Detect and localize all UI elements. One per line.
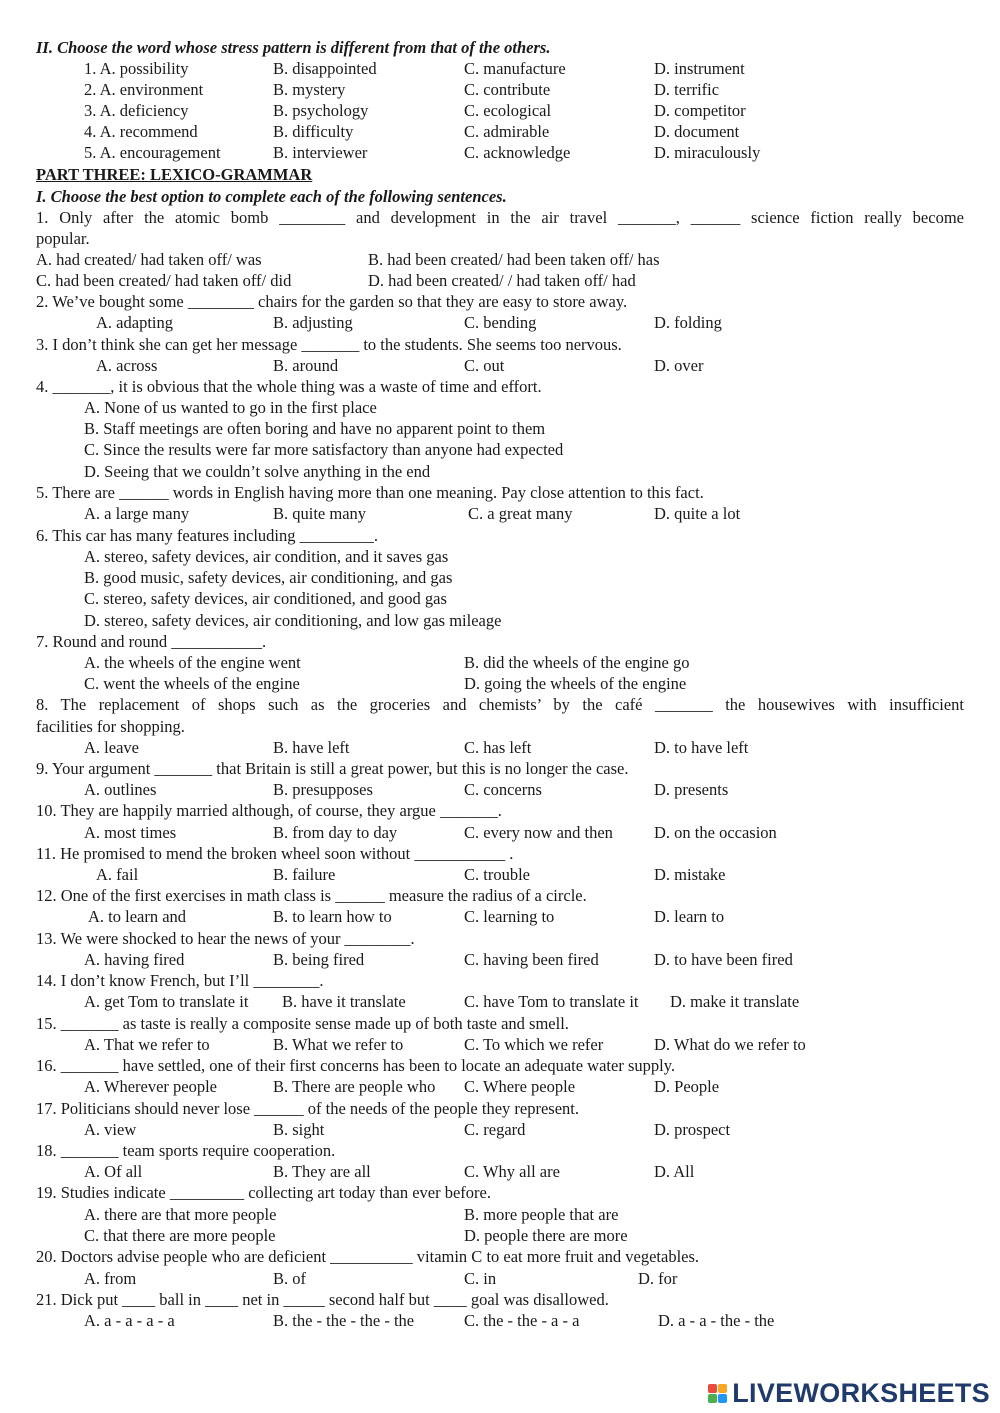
option-b[interactable]: B. There are people who (273, 1077, 436, 1096)
question-12-options (36, 906, 964, 927)
stress-item-row (36, 79, 964, 100)
stress-option-d[interactable]: D. terrific (654, 80, 720, 100)
stress-option-b[interactable]: B. psychology (273, 101, 369, 121)
question-17-text: 17. Politicians should never lose ______ of the needs of the people they represent. (36, 1099, 579, 1118)
question-6-option-a (36, 546, 964, 567)
option-a[interactable]: A. adapting (96, 313, 173, 332)
option-b[interactable]: B. more people that are (464, 1205, 619, 1224)
question-3-options (36, 355, 964, 376)
option-d[interactable]: D. mistake (654, 865, 726, 884)
question-9-options (36, 779, 964, 800)
part-three-title: PART THREE: LEXICO-GRAMMAR (36, 165, 313, 184)
question-21-text: 21. Dick put ____ ball in ____ net in _____ second half but ____ goal was disallowed. (36, 1290, 609, 1309)
option-b[interactable]: B. the - the - the - the (273, 1311, 415, 1330)
stress-option-a[interactable]: 1. A. possibility (84, 59, 189, 78)
option-d[interactable]: D. prospect (654, 1120, 731, 1139)
option-a[interactable]: A. outlines (84, 780, 157, 799)
question-18-text: 18. _______ team sports require cooperation. (36, 1141, 336, 1160)
option-c[interactable]: C. stereo, safety devices, air conditioned, and good gas (84, 589, 447, 609)
option-d[interactable]: D. a - a - the - the (658, 1311, 775, 1330)
option-a[interactable]: A. a large many (84, 504, 190, 523)
stress-option-c[interactable]: C. admirable (464, 122, 550, 142)
option-c[interactable]: C. had been created/ had taken off/ did (36, 271, 292, 290)
option-c[interactable]: C. went the wheels of the engine (84, 674, 300, 694)
option-c[interactable]: C. has left (464, 738, 532, 757)
question-7-options-row2 (36, 673, 964, 694)
option-b[interactable]: B. around (273, 356, 339, 375)
option-d[interactable]: D. to have left (654, 738, 749, 757)
liveworksheets-logo (708, 1377, 990, 1409)
question-1-text: 1. Only after the atomic bomb ________ and development in the air travel _______, ______ science fiction really become (36, 208, 964, 227)
question-1-options-row2 (36, 270, 964, 291)
question-7-text: 7. Round and round ___________. (36, 632, 267, 651)
option-d[interactable]: D. learn to (654, 907, 725, 926)
stress-option-d[interactable]: D. instrument (654, 59, 745, 78)
stress-option-a[interactable]: 5. A. encouragement (84, 143, 221, 163)
question-10-options (36, 822, 964, 843)
stress-option-c[interactable]: C. acknowledge (464, 143, 571, 163)
option-d[interactable]: D. What do we refer to (654, 1035, 806, 1054)
option-c[interactable]: C. Why all are (464, 1162, 560, 1181)
question-10-text: 10. They are happily married although, of course, they argue _______. (36, 801, 502, 820)
option-d[interactable]: D. over (654, 356, 704, 375)
question-12-text: 12. One of the first exercises in math class is ______ measure the radius of a circle. (36, 886, 587, 905)
option-a[interactable]: A. stereo, safety devices, air condition, and it saves gas (84, 547, 449, 566)
question-8-options (36, 737, 964, 758)
question-1-options-row1 (36, 249, 964, 270)
option-c[interactable]: C. every now and then (464, 823, 613, 842)
option-b[interactable]: B. from day to day (273, 823, 398, 842)
option-a[interactable]: A. had created/ had taken off/ was (36, 250, 262, 269)
logo-square (708, 1394, 717, 1403)
option-d[interactable]: D. people there are more (464, 1226, 628, 1246)
option-c[interactable]: C. learning to (464, 907, 555, 926)
option-b[interactable]: B. failure (273, 865, 336, 884)
question-6-option-c (36, 588, 964, 609)
option-a[interactable]: A. to learn and (88, 907, 187, 926)
stress-option-c[interactable]: C. ecological (464, 101, 552, 121)
question-14-options (36, 991, 964, 1012)
question-15-options (36, 1034, 964, 1055)
option-c[interactable]: C. the - the - a - a (464, 1311, 580, 1330)
question-14-text: 14. I don’t know French, but I’ll ________. (36, 971, 324, 990)
option-d[interactable]: D. folding (654, 313, 722, 332)
option-c[interactable]: C. have Tom to translate it (464, 992, 639, 1011)
stress-item-row (36, 100, 964, 121)
question-18-options (36, 1161, 964, 1182)
option-d[interactable]: D. Seeing that we couldn’t solve anything in the end (84, 461, 431, 481)
question-4-text: 4. _______, it is obvious that the whole thing was a waste of time and effort. (36, 377, 542, 396)
logo-square (718, 1384, 727, 1393)
question-19-options-row2 (36, 1225, 964, 1246)
question-6-option-b (36, 567, 964, 588)
question-16-options (36, 1076, 964, 1097)
option-d[interactable]: D. make it translate (670, 992, 800, 1011)
option-b[interactable]: B. sight (273, 1120, 325, 1139)
question-6-text: 6. This car has many features including _________. (36, 526, 378, 545)
question-20-options (36, 1268, 964, 1289)
option-b[interactable]: B. have left (273, 738, 350, 757)
option-a[interactable]: A. view (84, 1120, 137, 1139)
question-6-option-d (36, 610, 964, 631)
stress-item-row (36, 142, 964, 163)
option-a[interactable]: A. get Tom to translate it (84, 992, 249, 1011)
stress-option-c[interactable]: C. manufacture (464, 59, 566, 78)
question-5-text: 5. There are ______ words in English having more than one meaning. Pay close attention to this fact. (36, 483, 704, 502)
option-b[interactable]: B. have it translate (282, 992, 406, 1011)
question-15-text: 15. _______ as taste is really a composite sense made up of both taste and smell. (36, 1014, 569, 1033)
stress-item-row (36, 58, 964, 79)
option-a[interactable]: A. fail (96, 865, 139, 884)
option-a[interactable]: A. That we refer to (84, 1035, 210, 1054)
logo-square (708, 1384, 717, 1393)
option-c[interactable]: C. a great many (468, 504, 573, 523)
option-a[interactable]: A. leave (84, 738, 139, 757)
option-d[interactable]: D. going the wheels of the engine (464, 674, 687, 694)
option-b[interactable]: B. Staff meetings are often boring and have no apparent point to them (84, 419, 546, 439)
stress-option-c[interactable]: C. contribute (464, 80, 551, 100)
question-4-option-c (36, 439, 964, 460)
part-three-instruction: I. Choose the best option to complete each of the following sentences. (36, 187, 507, 206)
option-a[interactable]: A. a - a - a - a (84, 1311, 175, 1330)
option-b[interactable]: B. quite many (273, 504, 367, 523)
logo-square (718, 1394, 727, 1403)
stress-item-row (36, 121, 964, 142)
option-b[interactable]: B. good music, safety devices, air conditioning, and gas (84, 568, 453, 588)
question-2-text: 2. We’ve bought some ________ chairs for the garden so that they are easy to store away. (36, 292, 628, 311)
option-d[interactable]: D. stereo, safety devices, air conditioning, and low gas mileage (84, 610, 502, 630)
option-c[interactable]: C. concerns (464, 780, 542, 799)
option-d[interactable]: D. to have been fired (654, 950, 793, 969)
question-5-options (36, 503, 964, 524)
question-1-text-cont: popular. (36, 229, 90, 248)
option-a[interactable]: A. most times (84, 823, 177, 842)
option-d[interactable]: D. People (654, 1077, 720, 1096)
option-b[interactable]: B. They are all (273, 1162, 371, 1181)
option-b[interactable]: B. did the wheels of the engine go (464, 653, 690, 672)
question-19-options-row1 (36, 1204, 964, 1225)
option-a[interactable]: A. Of all (84, 1162, 143, 1181)
question-16-text: 16. _______ have settled, one of their first concerns has been to locate an adequate water supply. (36, 1056, 676, 1075)
option-b[interactable]: B. had been created/ had been taken off/ has (368, 250, 660, 269)
question-11-options (36, 864, 964, 885)
question-11-text: 11. He promised to mend the broken wheel soon without ___________ . (36, 844, 514, 863)
option-c[interactable]: C. Where people (464, 1077, 576, 1096)
stress-option-b[interactable]: B. difficulty (273, 122, 354, 142)
stress-option-b[interactable]: B. interviewer (273, 143, 368, 163)
stress-option-b[interactable]: B. mystery (273, 80, 346, 100)
option-d[interactable]: D. for (638, 1269, 678, 1288)
option-b[interactable]: B. adjusting (273, 313, 353, 332)
option-a[interactable]: A. None of us wanted to go in the first place (84, 398, 377, 417)
option-b[interactable]: B. to learn how to (273, 907, 392, 926)
question-8-text: 8. The replacement of shops such as the groceries and chemists’ by the café _______ the housewives with insufficient (36, 695, 964, 714)
option-a[interactable]: A. the wheels of the engine went (84, 653, 301, 672)
option-c[interactable]: C. bending (464, 313, 537, 332)
stress-option-a[interactable]: 2. A. environment (84, 80, 204, 100)
option-d[interactable]: D. had been created/ / had taken off/ had (368, 271, 636, 290)
option-a[interactable]: A. there are that more people (84, 1205, 277, 1224)
stress-heading: II. Choose the word whose stress pattern is different from that of the others. (36, 38, 551, 57)
stress-option-d[interactable]: D. miraculously (654, 143, 761, 163)
logo-text: LIVEWORKSHEETS (732, 1377, 990, 1408)
option-b[interactable]: B. being fired (273, 950, 365, 969)
option-c[interactable]: C. trouble (464, 865, 530, 884)
option-a[interactable]: A. from (84, 1269, 137, 1288)
stress-option-d[interactable]: D. competitor (654, 101, 746, 121)
option-c[interactable]: C. To which we refer (464, 1035, 604, 1054)
question-19-text: 19. Studies indicate _________ collecting art today than ever before. (36, 1183, 491, 1202)
stress-option-b[interactable]: B. disappointed (273, 59, 377, 78)
option-d[interactable]: D. All (654, 1162, 695, 1181)
question-17-options (36, 1119, 964, 1140)
option-c[interactable]: C. regard (464, 1120, 526, 1139)
question-9-text: 9. Your argument _______ that Britain is still a great power, but this is no longer the case. (36, 759, 629, 778)
question-8-text-cont: facilities for shopping. (36, 717, 185, 736)
option-d[interactable]: D. on the occasion (654, 823, 777, 842)
option-d[interactable]: D. presents (654, 780, 729, 799)
question-13-text: 13. We were shocked to hear the news of your ________. (36, 929, 415, 948)
option-a[interactable]: A. across (96, 356, 158, 375)
logo-icon (708, 1384, 727, 1403)
question-13-options (36, 949, 964, 970)
option-c[interactable]: C. Since the results were far more satisfactory than anyone had expected (84, 440, 564, 460)
stress-option-a[interactable]: 4. A. recommend (84, 122, 198, 142)
question-20-text: 20. Doctors advise people who are deficient __________ vitamin C to eat more fruit and vegetables. (36, 1247, 700, 1266)
option-c[interactable]: C. having been fired (464, 950, 599, 969)
option-c[interactable]: C. that there are more people (84, 1226, 276, 1246)
option-b[interactable]: B. What we refer to (273, 1035, 404, 1054)
question-7-options-row1 (36, 652, 964, 673)
question-4-option-d (36, 461, 964, 482)
option-a[interactable]: A. Wherever people (84, 1077, 218, 1096)
question-21-options (36, 1310, 964, 1331)
option-b[interactable]: B. presupposes (273, 780, 373, 799)
option-a[interactable]: A. having fired (84, 950, 185, 969)
question-4-option-a (36, 397, 964, 418)
option-c[interactable]: C. in (464, 1269, 497, 1288)
question-4-option-b (36, 418, 964, 439)
question-2-options (36, 312, 964, 333)
question-3-text: 3. I don’t think she can get her message _______ to the students. She seems too nervous. (36, 335, 622, 354)
option-b[interactable]: B. of (273, 1269, 306, 1288)
stress-option-d[interactable]: D. document (654, 122, 740, 142)
option-c[interactable]: C. out (464, 356, 505, 375)
option-d[interactable]: D. quite a lot (654, 504, 741, 523)
stress-option-a[interactable]: 3. A. deficiency (84, 101, 189, 121)
